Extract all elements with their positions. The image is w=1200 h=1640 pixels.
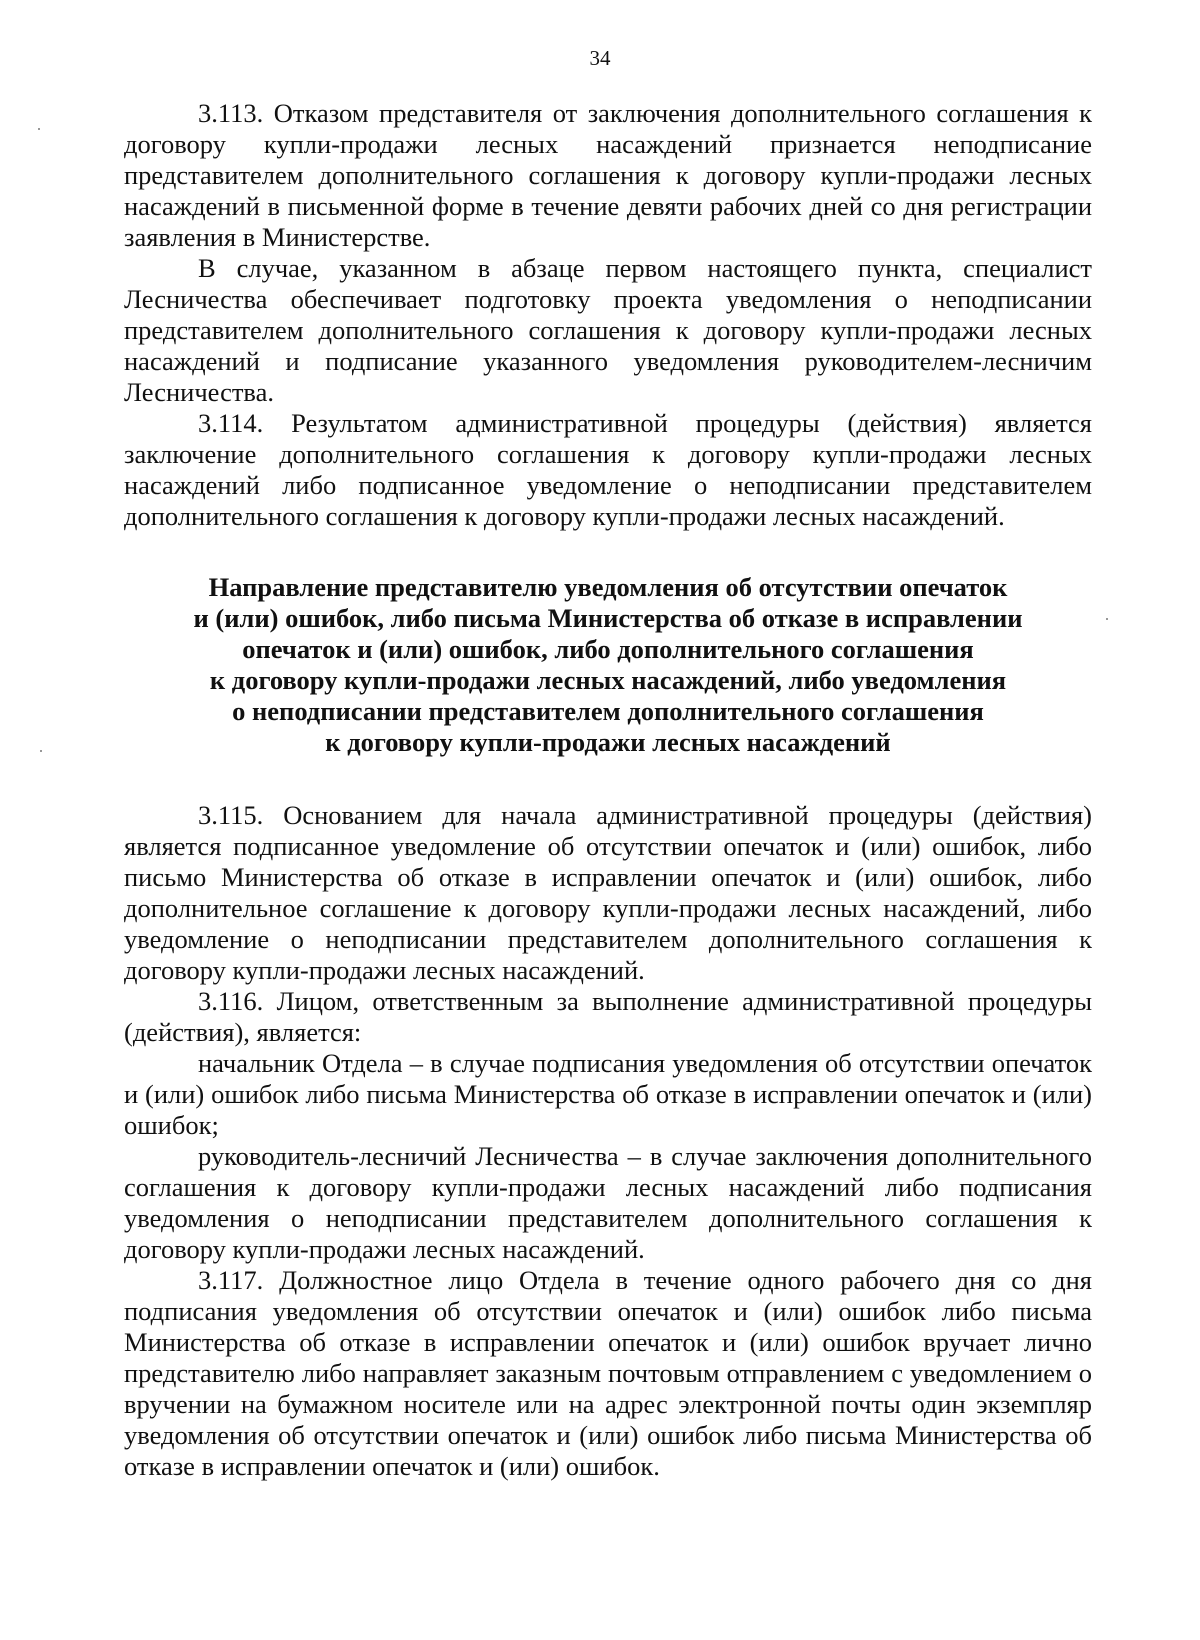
paragraph-3-115: 3.115. Основанием для начала административной процедуры (действия) является подписанное уведомление об отсутствии опечаток и (или) ошибок, либо письмо Министерства об отказе в исправлении опечаток и (или) ошибок, либо дополнительное соглашение к договору купли-продажи лесных насаждений, либо уведомление о неподписании представителем дополнительного соглашения к договору купли-продажи лесных насаждений.: [124, 800, 1092, 985]
paragraph-3-117: 3.117. Должностное лицо Отдела в течение одного рабочего дня со дня подписания уведомления об отсутствии опечаток и (или) ошибок либо письма Министерства об отказе в исправлении опечаток и (или) ошибок вручает лично представителю либо направляет заказным почтовым отправлением с уведомлением о вручении на бумажном носителе или на адрес электронной почты один экземпляр уведомления об отсутствии опечаток и (или) ошибок либо письма Министерства об отказе в исправлении опечаток и (или) ошибок.: [124, 1265, 1092, 1481]
scan-speck: [38, 128, 40, 130]
paragraph-3-116: 3.116. Лицом, ответственным за выполнение административной процедуры (действия), является:: [124, 986, 1092, 1047]
paragraph-3-113: 3.113. Отказом представителя от заключения дополнительного соглашения к договору купли-продажи лесных насаждений признается неподписание представителем дополнительного соглашения к договору купли-продажи лесных насаждений в письменной форме в течение девяти рабочих дней со дня регистрации заявления в Министерстве.: [124, 98, 1092, 252]
section-heading: [124, 572, 1092, 758]
section-heading-line: Направление представителю уведомления об отсутствии опечаток: [208, 572, 1008, 602]
section-heading-line: к договору купли-продажи лесных насаждений: [325, 727, 891, 757]
section-heading-line: опечаток и (или) ошибок, либо дополнительного соглашения: [242, 634, 974, 664]
scan-speck: [40, 750, 42, 752]
section-heading-line: о неподписании представителем дополнительного соглашения: [232, 696, 984, 726]
scan-speck: [1106, 618, 1108, 620]
paragraph-3-114: 3.114. Результатом административной процедуры (действия) является заключение дополнительного соглашения к договору купли-продажи лесных насаждений либо подписанное уведомление о неподписании представителем дополнительного соглашения к договору купли-продажи лесных насаждений.: [124, 408, 1092, 531]
document-body: [124, 98, 1092, 1482]
paragraph-3-116-item-head-of-department: начальник Отдела – в случае подписания уведомления об отсутствии опечаток и (или) ошибок либо письма Министерства об отказе в исправлении опечаток и (или) ошибок;: [124, 1048, 1092, 1140]
paragraph-3-116-item-forester: руководитель-лесничий Лесничества – в случае заключения дополнительного соглашения к договору купли-продажи лесных насаждений либо подписания уведомления о неподписании представителем дополнительного соглашения к договору купли-продажи лесных насаждений.: [124, 1141, 1092, 1264]
paragraph-3-113-case: В случае, указанном в абзаце первом настоящего пункта, специалист Лесничества обеспечивает подготовку проекта уведомления о неподписании представителем дополнительного соглашения к договору купли-продажи лесных насаждений и подписание указанного уведомления руководителем-лесничим Лесничества.: [124, 253, 1092, 407]
page-number: 34: [589, 46, 611, 70]
section-heading-line: и (или) ошибок, либо письма Министерства об отказе в исправлении: [193, 603, 1023, 633]
section-heading-line: к договору купли-продажи лесных насаждений, либо уведомления: [209, 665, 1007, 695]
